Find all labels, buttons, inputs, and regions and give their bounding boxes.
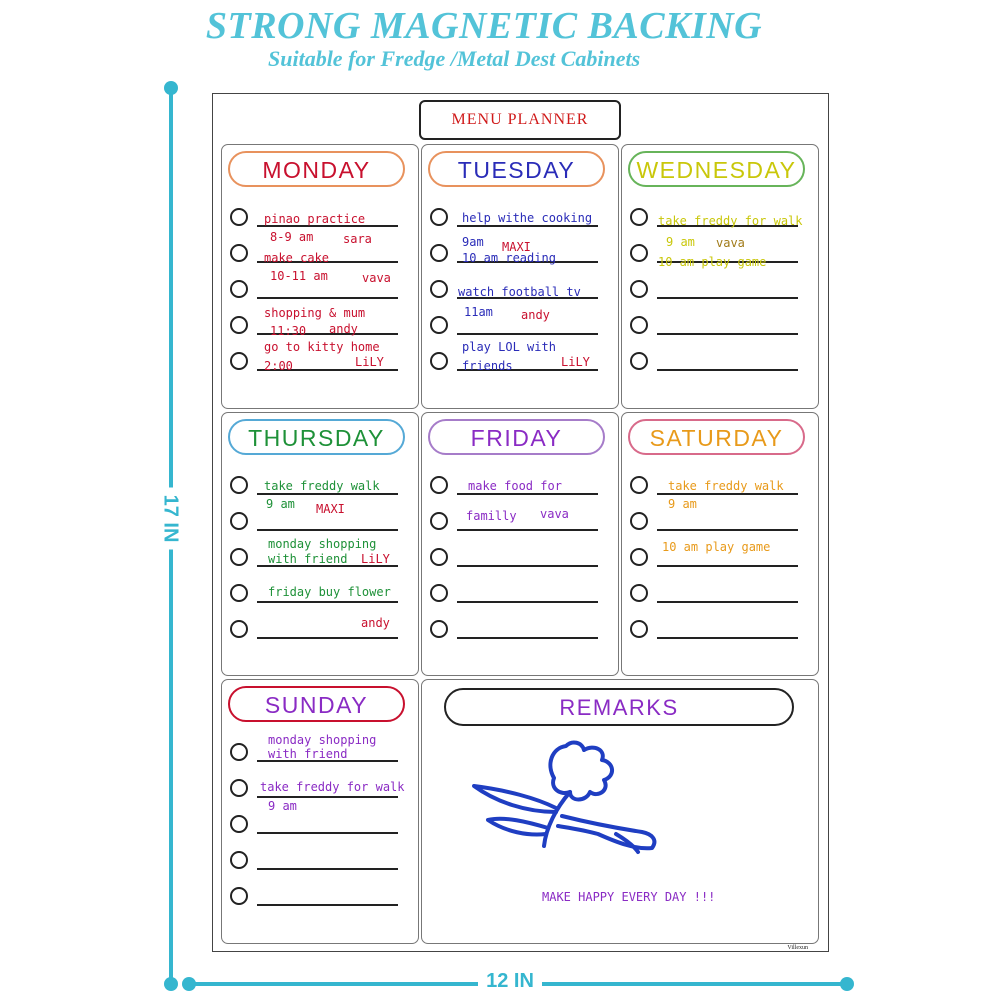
task-checkbox[interactable] <box>630 548 648 566</box>
task-checkbox[interactable] <box>230 476 248 494</box>
handwritten-note: with friend <box>268 747 348 761</box>
remarks-panel <box>421 679 819 944</box>
day-panel-tuesday <box>421 144 619 409</box>
task-writing-line <box>257 601 398 603</box>
task-writing-line <box>257 832 398 834</box>
task-writing-line <box>457 333 598 335</box>
day-title-thursday: THURSDAY <box>228 419 405 455</box>
task-writing-line <box>657 529 798 531</box>
task-checkbox[interactable] <box>630 620 648 638</box>
task-checkbox[interactable] <box>630 316 648 334</box>
task-checkbox[interactable] <box>430 244 448 262</box>
task-checkbox[interactable] <box>230 208 248 226</box>
handwritten-note: monday shopping <box>268 733 377 747</box>
task-checkbox[interactable] <box>430 352 448 370</box>
handwritten-note: 9 am <box>268 799 297 813</box>
handwritten-note: andy <box>361 616 390 630</box>
task-checkbox[interactable] <box>630 208 648 226</box>
handwritten-note: monday shopping <box>268 537 377 551</box>
task-writing-line <box>657 493 798 495</box>
task-checkbox[interactable] <box>230 548 248 566</box>
task-checkbox[interactable] <box>430 280 448 298</box>
handwritten-note: make cake <box>264 251 330 265</box>
handwritten-note: 10-11 am <box>270 269 328 283</box>
handwritten-note: 9 am <box>266 497 295 511</box>
task-checkbox[interactable] <box>230 512 248 530</box>
handwritten-note: LiLY <box>361 552 390 566</box>
day-panel-thursday <box>221 412 419 676</box>
task-writing-line <box>257 297 398 299</box>
day-title-monday: MONDAY <box>228 151 405 187</box>
headline: STRONG MAGNETIC BACKING <box>205 5 763 47</box>
task-checkbox[interactable] <box>230 779 248 797</box>
task-checkbox[interactable] <box>230 584 248 602</box>
handwritten-note: LiLY <box>561 355 590 369</box>
handwritten-note: 9 am <box>668 497 697 511</box>
handwritten-note: LiLY <box>355 355 384 369</box>
task-row <box>622 610 818 646</box>
width-dimension-dot-right <box>840 977 854 991</box>
task-row <box>622 502 818 538</box>
handwritten-note: take freddy for walk <box>260 780 405 794</box>
task-row <box>222 841 418 877</box>
task-row <box>222 877 418 913</box>
task-writing-line <box>457 601 598 603</box>
handwritten-note: sara <box>343 232 372 246</box>
task-checkbox[interactable] <box>230 815 248 833</box>
task-checkbox[interactable] <box>430 476 448 494</box>
flower-icon <box>466 736 660 856</box>
task-writing-line <box>257 637 398 639</box>
planner-sheet <box>212 93 829 952</box>
handwritten-note: vava <box>362 271 391 285</box>
handwritten-note: vava <box>716 236 745 250</box>
handwritten-note: take freddy walk <box>264 479 380 493</box>
handwritten-note: andy <box>521 308 550 322</box>
task-row <box>422 538 618 574</box>
handwritten-note: make food for <box>468 479 562 493</box>
day-panel-monday <box>221 144 419 409</box>
handwritten-note: take freddy walk <box>668 479 784 493</box>
handwritten-note: pinao practice <box>264 212 366 226</box>
handwritten-note: take freddy for walk <box>658 214 803 228</box>
task-writing-line <box>657 297 798 299</box>
handwritten-note: shopping & mum <box>264 306 366 320</box>
handwritten-note: vava <box>540 507 569 521</box>
task-checkbox[interactable] <box>230 352 248 370</box>
handwritten-note: MAXI <box>502 240 531 254</box>
width-dimension-label: 12 IN <box>478 970 542 993</box>
handwritten-note: 10 am play game <box>662 540 771 554</box>
handwritten-note: 11am <box>464 305 493 319</box>
task-row <box>422 610 618 646</box>
task-writing-line <box>657 369 798 371</box>
handwritten-note: 2:00 <box>264 359 293 373</box>
width-dimension-dot-left <box>182 977 196 991</box>
task-checkbox[interactable] <box>430 208 448 226</box>
handwritten-note: help withe cooking <box>462 211 593 225</box>
task-writing-line <box>457 637 598 639</box>
task-writing-line <box>657 333 798 335</box>
task-checkbox[interactable] <box>630 280 648 298</box>
task-checkbox[interactable] <box>230 851 248 869</box>
day-panel-sunday <box>221 679 419 944</box>
task-checkbox[interactable] <box>630 244 648 262</box>
task-writing-line <box>657 601 798 603</box>
task-writing-line <box>257 868 398 870</box>
handwritten-note: with friend <box>268 552 348 566</box>
task-row <box>622 270 818 306</box>
task-row <box>622 574 818 610</box>
day-title-sunday: SUNDAY <box>228 686 405 722</box>
handwritten-note: 9 am <box>666 235 695 249</box>
task-checkbox[interactable] <box>230 887 248 905</box>
handwritten-note: 9am <box>462 235 484 249</box>
handwritten-note: friends <box>462 359 513 373</box>
task-checkbox[interactable] <box>230 620 248 638</box>
subheadline: Suitable for Fredge /Metal Dest Cabinets <box>268 46 641 71</box>
task-writing-line <box>257 904 398 906</box>
task-checkbox[interactable] <box>630 512 648 530</box>
height-dimension-label: 17 IN <box>159 488 182 550</box>
task-writing-line <box>257 529 398 531</box>
handwritten-note: 8-9 am <box>270 230 314 244</box>
task-row <box>422 306 618 342</box>
handwritten-note: 11:30 <box>270 324 307 338</box>
task-checkbox[interactable] <box>430 620 448 638</box>
day-panel-saturday <box>621 412 819 676</box>
task-checkbox[interactable] <box>430 548 448 566</box>
task-row <box>422 502 618 538</box>
task-row <box>222 805 418 841</box>
height-dimension-dot-top <box>164 81 178 95</box>
task-checkbox[interactable] <box>430 584 448 602</box>
task-writing-line <box>457 493 598 495</box>
task-writing-line <box>657 565 798 567</box>
task-checkbox[interactable] <box>230 244 248 262</box>
task-checkbox[interactable] <box>230 316 248 334</box>
task-checkbox[interactable] <box>430 512 448 530</box>
day-title-saturday: SATURDAY <box>628 419 805 455</box>
task-row <box>622 306 818 342</box>
handwritten-note: 10 am play game <box>658 255 767 269</box>
task-writing-line <box>257 493 398 495</box>
planner-title: MENU PLANNER <box>419 100 621 140</box>
task-writing-line <box>657 637 798 639</box>
day-title-wednesday: WEDNESDAY <box>628 151 805 187</box>
day-panel-wednesday <box>621 144 819 409</box>
task-checkbox[interactable] <box>630 584 648 602</box>
task-checkbox[interactable] <box>230 743 248 761</box>
task-writing-line <box>457 565 598 567</box>
handwritten-note: andy <box>329 322 358 336</box>
remarks-title: REMARKS <box>444 688 794 726</box>
day-panel-friday <box>421 412 619 676</box>
task-checkbox[interactable] <box>430 316 448 334</box>
handwritten-note: go to kitty home <box>264 340 380 354</box>
task-writing-line <box>457 225 598 227</box>
day-title-friday: FRIDAY <box>428 419 605 455</box>
handwritten-note: friday buy flower <box>268 585 391 599</box>
task-writing-line <box>457 529 598 531</box>
task-checkbox[interactable] <box>230 280 248 298</box>
handwritten-note: watch football tv <box>458 285 581 299</box>
handwritten-note: play LOL with <box>462 340 556 354</box>
height-dimension-dot-bottom <box>164 977 178 991</box>
handwritten-note: 10 am reading <box>462 251 556 265</box>
task-checkbox[interactable] <box>630 476 648 494</box>
handwritten-note: familly <box>466 509 517 523</box>
remarks-message: MAKE HAPPY EVERY DAY !!! <box>542 890 716 904</box>
task-checkbox[interactable] <box>630 352 648 370</box>
task-row <box>622 342 818 378</box>
task-row <box>422 574 618 610</box>
handwritten-note: MAXI <box>316 502 345 516</box>
day-title-tuesday: TUESDAY <box>428 151 605 187</box>
task-writing-line <box>257 796 398 798</box>
brand-mark: Villexun <box>787 945 808 951</box>
